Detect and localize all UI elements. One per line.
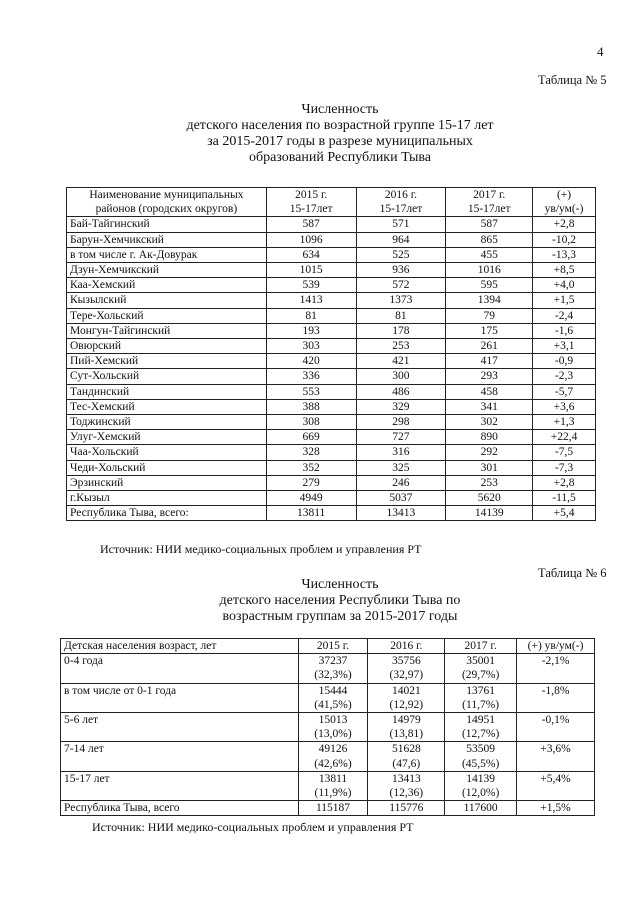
cell-2017: 117600	[445, 801, 517, 816]
cell-2016: 571	[356, 217, 446, 232]
cell-2016: 5037	[356, 491, 446, 506]
cell-2016: 13413 (12,36)	[368, 771, 445, 800]
table-row	[67, 263, 596, 278]
cell-diff: +5,4	[533, 506, 596, 521]
table-row	[61, 654, 595, 683]
table-row	[61, 742, 595, 771]
cell-2015: 1096	[266, 232, 356, 247]
cell-2015: 1413	[266, 293, 356, 308]
title-line: образований Республики Тыва	[248, 150, 432, 165]
table-row	[67, 399, 596, 414]
cell-2016: 486	[356, 384, 446, 399]
cell-diff: -2,3	[533, 369, 596, 384]
cell-2017: 79	[446, 308, 533, 323]
col-header-name: Наименование муниципальных районов (городских округов)	[67, 188, 267, 217]
col-header-age: Детская населения возраст, лет	[61, 639, 299, 654]
table-row	[67, 278, 596, 293]
cell-diff: -2,1%	[517, 654, 595, 683]
table-row	[67, 460, 596, 475]
cell-2016: 936	[356, 263, 446, 278]
row-name: Монгун-Тайгинский	[67, 323, 267, 338]
table-row	[67, 415, 596, 430]
col-header-2015: 2015 г. 15-17лет	[266, 188, 356, 217]
row-name: Барун-Хемчикский	[67, 232, 267, 247]
cell-diff: -2,4	[533, 308, 596, 323]
table5	[66, 187, 596, 521]
cell-2015: 15013 (13,0%)	[298, 713, 368, 742]
row-name: Тес-Хемский	[67, 399, 267, 414]
row-name: Чеди-Хольский	[67, 460, 267, 475]
cell-2017: 13761 (11,7%)	[445, 683, 517, 712]
cell-2017: 175	[446, 323, 533, 338]
cell-diff: +3,1	[533, 339, 596, 354]
cell-2015: 669	[266, 430, 356, 445]
cell-2015: 15444 (41,5%)	[298, 683, 368, 712]
row-name: Улуг-Хемский	[67, 430, 267, 445]
title-line: возрастным группам за 2015-2017 годы	[222, 609, 458, 624]
cell-diff: -7,3	[533, 460, 596, 475]
col-header-2017: 2017 г.	[445, 639, 517, 654]
cell-2016: 727	[356, 430, 446, 445]
cell-2015: 193	[266, 323, 356, 338]
row-name: Сут-Хольский	[67, 369, 267, 384]
cell-2017: 53509 (45,5%)	[445, 742, 517, 771]
cell-2017: 455	[446, 247, 533, 262]
cell-2015: 115187	[298, 801, 368, 816]
cell-diff: -1,6	[533, 323, 596, 338]
cell-diff: +2,8	[533, 217, 596, 232]
cell-2016: 964	[356, 232, 446, 247]
row-name: 7-14 лет	[61, 742, 299, 771]
cell-2016: 14979 (13,81)	[368, 713, 445, 742]
row-name: в том числе г. Ак-Довурак	[67, 247, 267, 262]
row-name: Республика Тыва, всего:	[67, 506, 267, 521]
cell-2017: 14951 (12,7%)	[445, 713, 517, 742]
table-row	[67, 445, 596, 460]
table-row	[61, 771, 595, 800]
title-line: за 2015-2017 годы в разрезе муниципальных	[207, 134, 473, 149]
cell-diff: +1,3	[533, 415, 596, 430]
cell-2016: 298	[356, 415, 446, 430]
row-name: Тандинский	[67, 384, 267, 399]
cell-2015: 303	[266, 339, 356, 354]
row-name: Дзун-Хемчикский	[67, 263, 267, 278]
cell-2017: 261	[446, 339, 533, 354]
cell-2017: 35001 (29,7%)	[445, 654, 517, 683]
title-line: Численность	[301, 102, 379, 117]
cell-2015: 308	[266, 415, 356, 430]
table5-header-row	[67, 188, 596, 217]
cell-2017: 595	[446, 278, 533, 293]
cell-diff: +22,4	[533, 430, 596, 445]
col-header-2016: 2016 г. 15-17лет	[356, 188, 446, 217]
cell-2015: 1015	[266, 263, 356, 278]
cell-diff: -11,5	[533, 491, 596, 506]
table-row	[61, 713, 595, 742]
row-name: Каа-Хемский	[67, 278, 267, 293]
table-row	[67, 339, 596, 354]
col-header-2016: 2016 г.	[368, 639, 445, 654]
cell-2015: 13811 (11,9%)	[298, 771, 368, 800]
cell-diff: -10,2	[533, 232, 596, 247]
cell-2015: 279	[266, 475, 356, 490]
row-name: Пий-Хемский	[67, 354, 267, 369]
cell-2016: 253	[356, 339, 446, 354]
cell-diff: +1,5%	[517, 801, 595, 816]
cell-2017: 587	[446, 217, 533, 232]
row-name: 5-6 лет	[61, 713, 299, 742]
cell-2017: 14139 (12,0%)	[445, 771, 517, 800]
col-header-2017: 2017 г. 15-17лет	[446, 188, 533, 217]
cell-2017: 292	[446, 445, 533, 460]
cell-diff: -0,9	[533, 354, 596, 369]
cell-2016: 115776	[368, 801, 445, 816]
cell-2016: 246	[356, 475, 446, 490]
table-row	[67, 506, 596, 521]
cell-diff: -7,5	[533, 445, 596, 460]
table6-total-row	[61, 801, 595, 816]
cell-2017: 1016	[446, 263, 533, 278]
table-row	[67, 369, 596, 384]
cell-diff: +2,8	[533, 475, 596, 490]
cell-diff: +3,6%	[517, 742, 595, 771]
cell-2015: 336	[266, 369, 356, 384]
table-row	[67, 323, 596, 338]
cell-2017: 890	[446, 430, 533, 445]
table6-label: Таблица № 6	[538, 566, 607, 580]
cell-2017: 1394	[446, 293, 533, 308]
row-name: Эрзинский	[67, 475, 267, 490]
table-row	[67, 308, 596, 323]
cell-2016: 421	[356, 354, 446, 369]
cell-2016: 178	[356, 323, 446, 338]
row-name: Республика Тыва, всего	[61, 801, 299, 816]
table-row	[67, 354, 596, 369]
cell-diff: +8,5	[533, 263, 596, 278]
cell-diff: -1,8%	[517, 683, 595, 712]
cell-2016: 51628 (47,6)	[368, 742, 445, 771]
table5-title	[140, 102, 540, 166]
table6	[60, 638, 595, 816]
col-header-2015: 2015 г.	[298, 639, 368, 654]
table-row	[67, 293, 596, 308]
row-name: Чаа-Хольский	[67, 445, 267, 460]
page-number: 4	[597, 44, 604, 59]
table5-source: Источник: НИИ медико-социальных проблем и управления РТ	[100, 542, 422, 556]
cell-2016: 325	[356, 460, 446, 475]
table-row	[67, 491, 596, 506]
cell-2015: 388	[266, 399, 356, 414]
row-name: Овюрский	[67, 339, 267, 354]
row-name: Бай-Тайгинский	[67, 217, 267, 232]
cell-diff: +3,6	[533, 399, 596, 414]
cell-2016: 300	[356, 369, 446, 384]
cell-2017: 5620	[446, 491, 533, 506]
table6-source: Источник: НИИ медико-социальных проблем и управления РТ	[92, 820, 414, 834]
cell-2015: 13811	[266, 506, 356, 521]
cell-2016: 329	[356, 399, 446, 414]
cell-2015: 352	[266, 460, 356, 475]
title-line: детского населения Республики Тыва по	[219, 593, 461, 608]
table-row	[67, 247, 596, 262]
cell-2015: 81	[266, 308, 356, 323]
cell-2016: 525	[356, 247, 446, 262]
title-line: детского населения по возрастной группе 15-17 лет	[186, 118, 494, 133]
cell-2015: 328	[266, 445, 356, 460]
cell-diff: +1,5	[533, 293, 596, 308]
cell-2015: 634	[266, 247, 356, 262]
cell-diff: -0,1%	[517, 713, 595, 742]
cell-2016: 35756 (32,97)	[368, 654, 445, 683]
table5-label: Таблица № 5	[538, 73, 607, 87]
table-row	[61, 683, 595, 712]
cell-diff: -5,7	[533, 384, 596, 399]
col-header-diff: (+) ув/ум(-)	[533, 188, 596, 217]
cell-2016: 316	[356, 445, 446, 460]
cell-2015: 587	[266, 217, 356, 232]
cell-2015: 4949	[266, 491, 356, 506]
table-row	[67, 217, 596, 232]
row-name: 15-17 лет	[61, 771, 299, 800]
title-line: Численность	[301, 577, 379, 592]
cell-2017: 301	[446, 460, 533, 475]
cell-2017: 417	[446, 354, 533, 369]
cell-2015: 553	[266, 384, 356, 399]
row-name: в том числе от 0-1 года	[61, 683, 299, 712]
row-name: Тоджинский	[67, 415, 267, 430]
table6-title	[140, 577, 540, 625]
cell-2015: 49126 (42,6%)	[298, 742, 368, 771]
cell-2016: 1373	[356, 293, 446, 308]
cell-2016: 572	[356, 278, 446, 293]
cell-2016: 14021 (12,92)	[368, 683, 445, 712]
cell-2017: 14139	[446, 506, 533, 521]
cell-2017: 293	[446, 369, 533, 384]
cell-diff: +5,4%	[517, 771, 595, 800]
col-header-diff: (+) ув/ум(-)	[517, 639, 595, 654]
cell-2015: 539	[266, 278, 356, 293]
cell-2015: 420	[266, 354, 356, 369]
cell-diff: +4,0	[533, 278, 596, 293]
cell-2016: 81	[356, 308, 446, 323]
row-name: 0-4 года	[61, 654, 299, 683]
cell-2017: 865	[446, 232, 533, 247]
cell-diff: -13,3	[533, 247, 596, 262]
table-row	[67, 384, 596, 399]
table6-header-row	[61, 639, 595, 654]
cell-2017: 253	[446, 475, 533, 490]
cell-2017: 302	[446, 415, 533, 430]
cell-2016: 13413	[356, 506, 446, 521]
table-row	[67, 232, 596, 247]
table-row	[67, 430, 596, 445]
cell-2017: 341	[446, 399, 533, 414]
cell-2015: 37237 (32,3%)	[298, 654, 368, 683]
cell-2017: 458	[446, 384, 533, 399]
row-name: Кызылский	[67, 293, 267, 308]
table-row	[67, 475, 596, 490]
row-name: г.Кызыл	[67, 491, 267, 506]
row-name: Тере-Хольский	[67, 308, 267, 323]
